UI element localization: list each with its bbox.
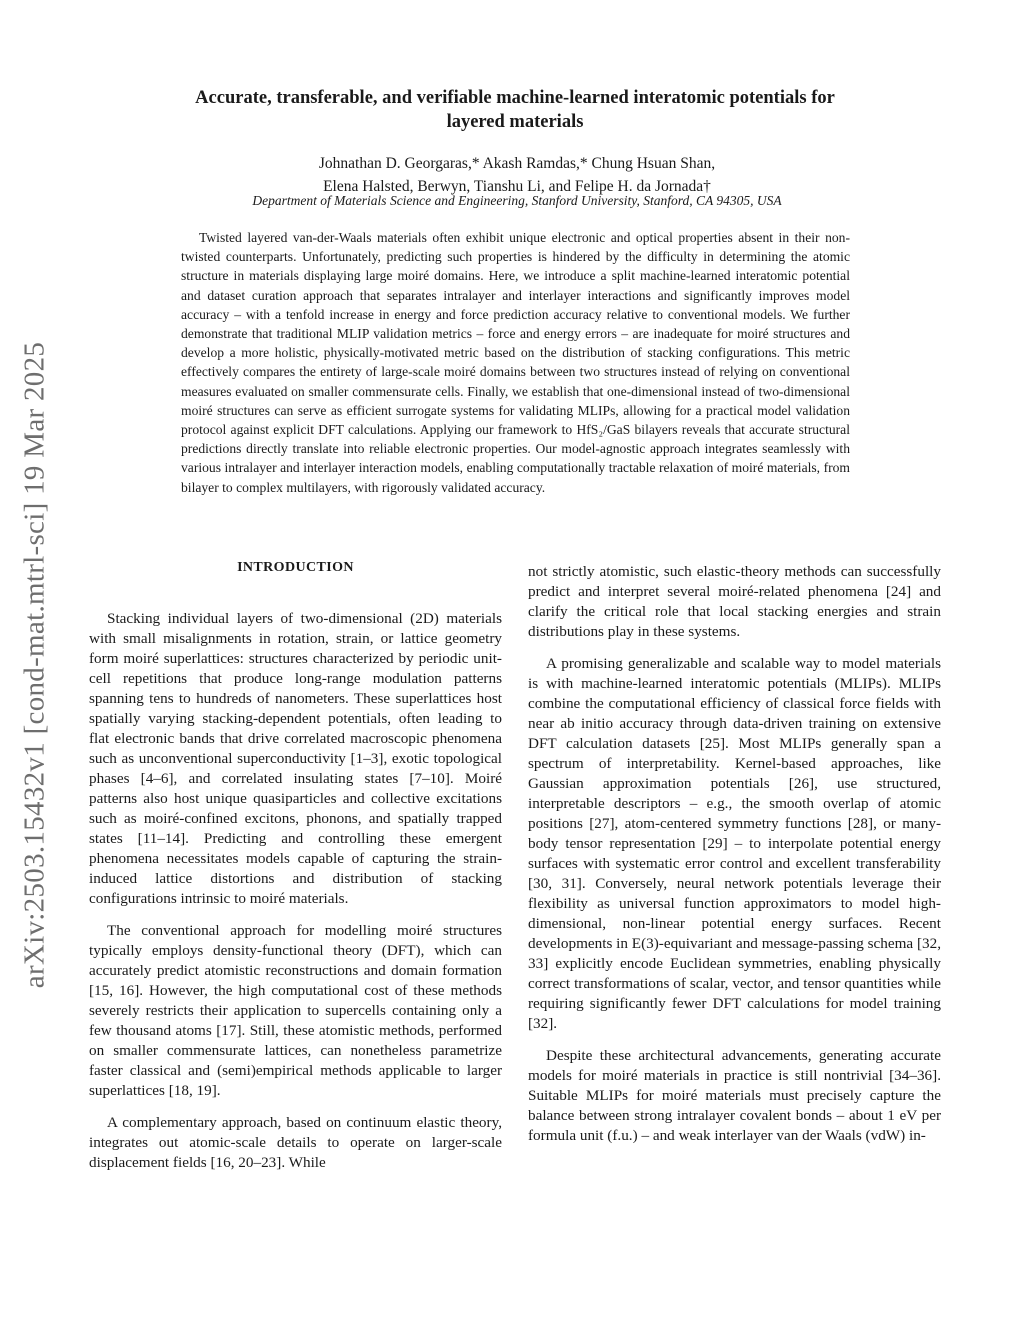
paragraph: The conventional approach for modelling moiré structures typically employs density-functional theory (DFT), which can accurately predict atomistic reconstructions and domain formation [15, 16]. However, the high computational cost of these methods severely restricts their application to supercells containing only a few thousand atoms [17]. Still, these atomistic methods, performed on smaller commensurate lattices, can nonetheless parametrize faster classical and (semi)empirical methods applicable to larger superlattices [18, 19]. (89, 922, 502, 1099)
abstract-text: Twisted layered van-der-Waals materials often exhibit unique electronic and optical properties absent in their non-twisted counterparts. Unfortunately, predicting such properties is hindered by the difficulty in determining the atomic structure in materials displaying large moiré domains. Here, we introduce a split machine-learned interatomic potential and dataset curation approach that separates intralayer and interlayer interactions and significantly improves model accuracy – with a tenfold increase in energy and force prediction accuracy relative to conventional models. We further demonstrate that traditional MLIP validation metrics – force and energy errors – are inadequate for moiré structures and develop a more holistic, physically-motivated metric based on the distribution of stacking configurations. This metric effectively compares the entirety of large-scale moiré domains between two structures instead of relying on conventional measures evaluated on smaller commensurate cells. Finally, we establish that one-dimensional instead of two-dimensional moiré structures can serve as efficient surrogate systems for validating MLIPs, allowing for a practical model validation protocol against explicit DFT calculations. Applying our framework to HfS₂/GaS bilayers reveals that accurate structural predictions directly translate into reliable electronic properties. Our model-agnostic approach integrates seamlessly with various intralayer and interlayer interaction models, enabling computationally tractable relaxation of moiré materials, from bilayer to complex multilayers, with rigorously validated accuracy. (181, 230, 850, 495)
paragraph: not strictly atomistic, such elastic-theory methods can successfully predict and interpret several moiré-related phenomena [24] and clarify the critical role that local stacking energies and strain distributions play in these systems. (528, 563, 941, 640)
title-line-2: layered materials (446, 112, 584, 132)
abstract (181, 228, 850, 497)
authors-line-2: Elena Halsted, Berwyn, Tianshu Li, and Felipe H. da Jornada† (323, 178, 711, 195)
left-column (89, 558, 502, 1185)
paragraph: A complementary approach, based on continuum elastic theory, integrates out atomic-scale details to operate on larger-scale displacement fields [16, 20–23]. While (89, 1114, 502, 1171)
paragraph: Stacking individual layers of two-dimensional (2D) materials with small misalignments in rotation, strain, or lattice geometry form moiré superlattices: structures characterized by periodic unit-cell repetitions that produce long-range modulation patterns spanning tens to hundreds of nanometers. These superlattices host spatially varying stacking-dependent potentials, often leading to flat electronic bands that drive correlated macroscopic phenomena such as unconventional superconductivity [1–3], exotic topological phases [4–6], and correlated insulating states [7–10]. Moiré patterns also host unique quasiparticles and collective excitations such as moiré-confined excitons, phonons, and spatially trapped states [11–14]. Predicting and controlling these emergent phenomena necessitates models capable of capturing the strain-induced lattice distortions and distribution of stacking configurations intrinsic to moiré materials. (89, 610, 502, 907)
arxiv-sidebar (10, 285, 60, 1045)
title-line-1: Accurate, transferable, and verifiable machine-learned interatomic potentials for (195, 88, 835, 108)
section-heading: INTRODUCTION (237, 560, 354, 575)
authors-line-1: Johnathan D. Georgaras,* Akash Ramdas,* Chung Hsuan Shan, (318, 155, 716, 172)
paragraph: Despite these architectural advancements, generating accurate models for moiré materials in practice is still nontrivial [34–36]. Suitable MLIPs for moiré materials must precisely capture the balance between strong intralayer covalent bonds – about 1 eV per formula unit (f.u.) – and weak interlayer van der Waals (vdW) in- (528, 1047, 941, 1144)
right-column (528, 562, 941, 1158)
arxiv-identifier: arXiv:2503.15432v1 [cond-mat.mtrl-sci] 19 Mar 2025 (18, 341, 51, 989)
author-list (160, 152, 874, 198)
paragraph: A promising generalizable and scalable way to model materials is with machine-learned interatomic potentials (MLIPs). MLIPs combine the computational efficiency of classical force fields with near ab initio accuracy through data-driven training on extensive DFT calculation datasets [25]. Most MLIPs generally span a spectrum of interpretability. Kernel-based approaches, like Gaussian approximation potentials [26], use structured, interpretable descriptors – e.g., the smooth overlap of atomic positions [27], atom-centered symmetry functions [28], or many-body tensor representation [29] – to interpolate potential energy surfaces with systematic error control and excellent transferability [30, 31]. Conversely, neural network potentials leverage their flexibility as universal function approximators to model high-dimensional, non-linear potential energy surfaces. Recent developments in E(3)-equivariant and message-passing schema [32, 33] explicitly encode Euclidean symmetries, enabling physically correct transformations of scalar, vector, and tensor quantities while requiring significantly fewer DFT calculations for model training [32]. (528, 655, 941, 1032)
paper-title (110, 86, 920, 134)
affiliation: Department of Materials Science and Engineering, Stanford University, Stanford, CA 94305, USA (252, 193, 782, 208)
